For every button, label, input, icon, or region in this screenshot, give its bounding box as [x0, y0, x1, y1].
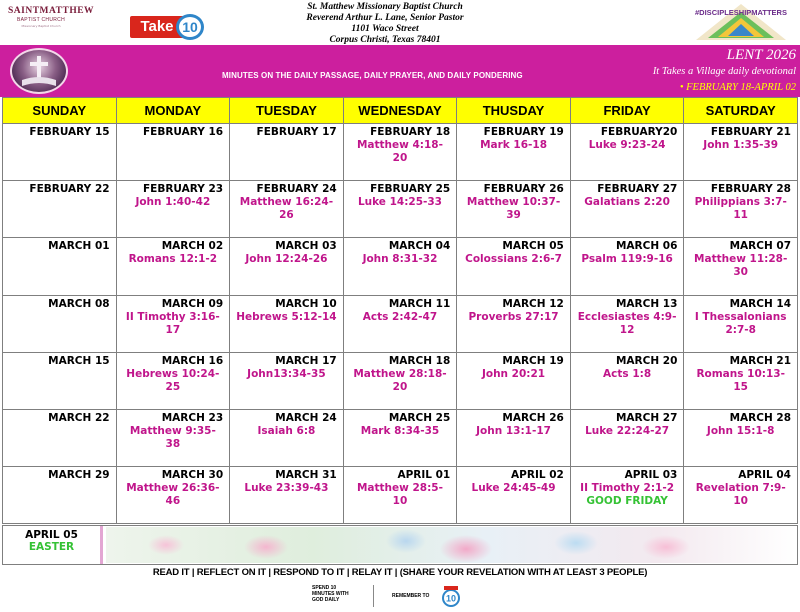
scripture-reading: Matthew 4:18-20	[356, 139, 443, 164]
day-cell	[116, 124, 230, 181]
scripture-reading: Isaiah 6:8	[257, 424, 316, 437]
day-date: FEBRUARY 16	[142, 126, 224, 138]
pastor-name: Reverend Arthur L. Lane, Senior Pastor	[306, 13, 464, 23]
day-date: FEBRUARY 27	[597, 183, 678, 196]
scripture-reading: Ecclesiastes 4:9-12	[577, 310, 677, 336]
day-date: FEBRUARY 25	[370, 183, 451, 196]
weekday-header: SUNDAY	[3, 98, 117, 124]
day-cell	[116, 238, 230, 295]
scripture-reading: Mark 8:34-35	[360, 424, 440, 437]
scripture-reading: II Timothy 2:1-2	[580, 482, 675, 495]
scripture-reading: Matthew 10:37-39	[466, 196, 561, 222]
lent-title: LENT 2026	[726, 47, 796, 63]
day-cell	[684, 124, 798, 181]
day-date: MARCH 13	[615, 297, 678, 310]
weekday-header: TUESDAY	[230, 98, 344, 124]
week-row	[3, 181, 798, 238]
day-date: MARCH 19	[502, 354, 564, 367]
spend-line: MINUTES WITH	[312, 591, 349, 597]
logo-line-3: Missionary Baptist Church	[21, 24, 61, 28]
scripture-reading: Revelation 7:9-10	[695, 482, 786, 508]
ten-badge: 10	[176, 14, 204, 40]
banner-tagline: MINUTES ON THE DAILY PASSAGE, DAILY PRAYER, AND DAILY PONDERING	[222, 71, 523, 80]
day-date: FEBRUARY 28	[710, 183, 791, 196]
day-date: FEBRUARY 19	[483, 126, 564, 138]
spend-time-note	[312, 585, 372, 603]
day-date: MARCH 18	[388, 354, 451, 367]
flowers-image	[106, 527, 796, 563]
day-cell	[457, 352, 571, 409]
scripture-reading: Acts 2:42-47	[362, 310, 438, 323]
day-date: FEBRUARY 26	[483, 183, 564, 196]
scripture-reading: Matthew 28:5-10	[356, 482, 443, 508]
scripture-reading: John 1:35-39	[703, 139, 779, 151]
week-row	[3, 352, 798, 409]
day-date: MARCH 23	[161, 411, 224, 424]
scripture-reading: Colossians 2:6-7	[465, 253, 562, 266]
easter-row	[2, 525, 798, 565]
day-cell	[570, 467, 684, 524]
footer-logo-number: 10	[445, 593, 457, 604]
day-cell	[3, 409, 117, 466]
day-cell	[116, 181, 230, 238]
day-cell	[457, 124, 571, 181]
day-cell	[343, 409, 457, 466]
day-date: FEBRUARY 22	[29, 183, 110, 196]
logo-line-2: BAPTIST CHURCH	[16, 17, 65, 23]
day-date: MARCH 09	[161, 297, 224, 310]
day-date: MARCH 31	[275, 469, 337, 482]
spend-line: SPEND 10	[312, 585, 337, 591]
day-cell	[230, 124, 344, 181]
scripture-reading: John 8:31-32	[362, 253, 438, 266]
day-date: MARCH 22	[48, 411, 110, 424]
week-row	[3, 238, 798, 295]
day-date: MARCH 20	[615, 354, 678, 367]
day-cell	[570, 238, 684, 295]
day-date: APRIL 04	[738, 469, 791, 482]
day-cell	[343, 352, 457, 409]
logo-line-1: SAINTMATTHEW	[8, 6, 95, 16]
day-date: MARCH 08	[48, 297, 110, 310]
scripture-reading: Romans 10:13-15	[696, 367, 785, 393]
scripture-reading: Matthew 9:35-38	[129, 424, 216, 450]
scripture-reading: Matthew 16:24-26	[239, 196, 334, 222]
weekday-header: THUSDAY	[457, 98, 571, 124]
day-date: MARCH 28	[729, 411, 791, 424]
day-cell	[116, 467, 230, 524]
day-cell	[457, 409, 571, 466]
scripture-reading: Hebrews 5:12-14	[236, 310, 337, 323]
scripture-reading: Romans 12:1-2	[128, 253, 218, 266]
scripture-reading: II Timothy 3:16-17	[125, 310, 220, 336]
day-date: FEBRUARY 18	[370, 126, 451, 138]
day-date: APRIL 03	[624, 469, 678, 482]
day-cell	[343, 295, 457, 352]
scripture-reading: John 1:40-42	[135, 196, 211, 209]
scripture-reading: Luke 14:25-33	[357, 196, 442, 209]
take-label: Take	[130, 16, 184, 38]
day-cell	[684, 238, 798, 295]
day-cell	[3, 467, 117, 524]
day-cell	[230, 352, 344, 409]
day-date: MARCH 16	[161, 354, 224, 367]
day-cell	[684, 181, 798, 238]
day-cell	[684, 409, 798, 466]
scripture-reading: Philippians 3:7-11	[694, 196, 787, 222]
day-date: MARCH 06	[615, 240, 678, 253]
day-cell	[570, 181, 684, 238]
weekday-header-row	[3, 98, 798, 124]
day-cell	[684, 467, 798, 524]
church-name: St. Matthew Missionary Baptist Church	[307, 2, 463, 12]
day-date: MARCH 17	[275, 354, 337, 367]
day-cell	[230, 181, 344, 238]
lent-date-range: • FEBRUARY 18-APRIL 02	[679, 82, 796, 93]
church-address	[230, 2, 540, 46]
day-date: FEBRUARY 24	[256, 183, 337, 196]
easter-label: EASTER	[28, 541, 75, 553]
day-date: MARCH 26	[502, 411, 564, 424]
day-date: MARCH 14	[729, 297, 791, 310]
spend-line: GOD DAILY	[312, 597, 340, 603]
cross-bible-image	[10, 48, 68, 94]
day-cell	[3, 352, 117, 409]
scripture-reading: Proverbs 27:17	[468, 310, 559, 323]
day-date: APRIL 01	[397, 469, 451, 482]
scripture-reading: Matthew 11:28-30	[694, 253, 788, 279]
day-date: MARCH 11	[388, 297, 451, 310]
take10-footer-logo	[440, 585, 462, 607]
day-cell	[116, 409, 230, 466]
day-date: MARCH 27	[615, 411, 678, 424]
scripture-reading: Luke 23:39-43	[244, 482, 329, 495]
day-cell	[3, 181, 117, 238]
day-cell	[570, 295, 684, 352]
scripture-reading: Matthew 26:36-46	[126, 482, 220, 508]
scripture-reading: Matthew 28:18-20	[353, 367, 447, 393]
easter-cell	[3, 526, 103, 564]
day-date: MARCH 12	[502, 297, 564, 310]
day-date: MARCH 29	[48, 469, 110, 482]
easter-date: APRIL 05	[25, 529, 78, 541]
scripture-reading: John 13:1-17	[476, 424, 551, 437]
day-date: MARCH 25	[388, 411, 451, 424]
scripture-reading: John 12:24-26	[245, 253, 328, 266]
day-cell	[457, 238, 571, 295]
day-cell	[570, 409, 684, 466]
day-date: FEBRUARY 21	[710, 126, 791, 138]
day-cell	[343, 124, 457, 181]
day-cell	[570, 124, 684, 181]
scripture-reading: John 15:1-8	[706, 424, 775, 437]
scripture-reading: Hebrews 10:24-25	[126, 367, 220, 393]
scripture-reading: John13:34-35	[247, 367, 326, 380]
scripture-reading: John 20:21	[481, 367, 546, 380]
day-cell	[684, 352, 798, 409]
day-cell	[3, 238, 117, 295]
discipleship-logo	[694, 2, 788, 42]
day-cell	[570, 352, 684, 409]
week-row	[3, 295, 798, 352]
city: Corpus Christi, Texas 78401	[329, 35, 441, 45]
scripture-reading: I Thessalonians 2:7-8	[694, 310, 787, 336]
holiday-label: GOOD FRIDAY	[586, 495, 668, 508]
day-cell	[230, 467, 344, 524]
lent-subtitle: It Takes a Village daily devotional	[652, 66, 796, 77]
day-cell	[457, 295, 571, 352]
day-date: MARCH 15	[48, 354, 110, 367]
day-date: FEBRUARY 23	[142, 183, 224, 196]
scripture-reading: Psalm 119:9-16	[581, 253, 673, 266]
day-cell	[684, 295, 798, 352]
week-row	[3, 467, 798, 524]
day-date: MARCH 01	[48, 240, 110, 253]
church-logo	[8, 6, 95, 36]
day-date: MARCH 30	[161, 469, 224, 482]
day-cell	[230, 409, 344, 466]
street: 1101 Waco Street	[351, 24, 419, 34]
scripture-reading: Acts 1:8	[603, 367, 652, 380]
day-cell	[116, 295, 230, 352]
footer-instructions: READ IT | REFLECT ON IT | RESPOND TO IT | RELAY IT | (SHARE YOUR REVELATION WITH AT LEAST 3 PEOPLE)	[152, 567, 648, 578]
day-cell	[230, 295, 344, 352]
scripture-reading: Luke 22:24-27	[585, 424, 670, 437]
day-cell	[3, 295, 117, 352]
scripture-reading: Luke 9:23-24	[588, 139, 666, 151]
day-cell	[343, 467, 457, 524]
scripture-reading: Galatians 2:20	[584, 196, 670, 209]
weekday-header: SATURDAY	[684, 98, 798, 124]
week-row	[3, 409, 798, 466]
day-date: MARCH 05	[502, 240, 564, 253]
day-date: FEBRUARY20	[600, 126, 678, 138]
day-cell	[230, 238, 344, 295]
day-date: MARCH 24	[275, 411, 337, 424]
take10-logo	[130, 14, 210, 40]
day-date: MARCH 07	[729, 240, 791, 253]
day-cell	[343, 181, 457, 238]
day-date: FEBRUARY 15	[29, 126, 110, 138]
day-cell	[343, 238, 457, 295]
day-date: APRIL 02	[511, 469, 564, 482]
day-cell	[116, 352, 230, 409]
week-row	[3, 124, 798, 181]
weekday-header: WEDNESDAY	[343, 98, 457, 124]
footer-divider	[373, 585, 374, 607]
day-date: MARCH 10	[275, 297, 337, 310]
day-date: FEBRUARY 17	[256, 126, 337, 138]
day-date: MARCH 02	[161, 240, 224, 253]
day-cell	[3, 124, 117, 181]
scripture-reading: Luke 24:45-49	[471, 482, 556, 495]
day-date: MARCH 03	[275, 240, 337, 253]
calendar-table	[2, 97, 798, 524]
weekday-header: MONDAY	[116, 98, 230, 124]
weekday-header: FRIDAY	[570, 98, 684, 124]
scripture-reading: Mark 16-18	[480, 139, 547, 151]
discipleship-logo-text: #DISCIPLESHIPMATTERS	[695, 8, 787, 17]
remember-label: REMEMBER TO	[392, 593, 430, 599]
day-cell	[457, 181, 571, 238]
day-date: MARCH 04	[388, 240, 451, 253]
day-cell	[457, 467, 571, 524]
day-date: MARCH 21	[729, 354, 791, 367]
